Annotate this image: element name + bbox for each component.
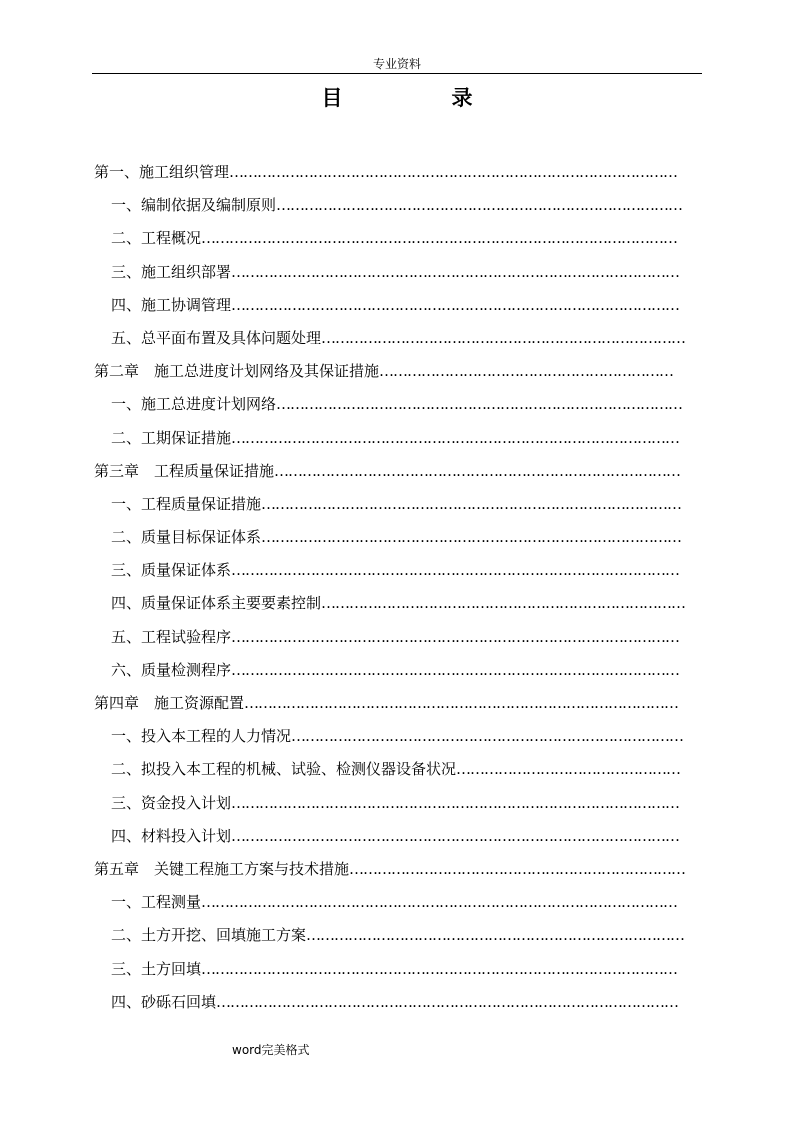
- toc-entry[interactable]: [94, 990, 694, 1023]
- toc-entry[interactable]: [94, 426, 694, 459]
- page-header: 专业资料: [372, 57, 421, 71]
- toc-entry[interactable]: [94, 160, 694, 193]
- toc-dot-leader: ……………………………………………………………………………………: [231, 428, 680, 447]
- toc-entry-label: 一、工程质量保证措施: [111, 494, 262, 513]
- toc-dot-leader: ………………………………………………………………………………: [261, 494, 682, 513]
- toc-dot-leader: …………………………………………………………………………………………: [201, 229, 678, 248]
- toc-entry[interactable]: [94, 359, 694, 392]
- toc-entry[interactable]: [94, 625, 694, 658]
- toc-title: 目 录: [321, 86, 517, 110]
- toc-dot-leader: ……………………………………………………………………………: [274, 461, 681, 480]
- toc-entry-label: 三、施工组织部署: [111, 262, 232, 281]
- toc-entry[interactable]: [94, 957, 694, 990]
- toc-entry-label: 四、质量保证体系主要要素控制: [111, 594, 322, 613]
- toc-dot-leader: ……………………………………………………………………………………: [231, 660, 680, 679]
- toc-entry[interactable]: [94, 691, 694, 724]
- page-footer: word完美格式: [232, 1043, 310, 1057]
- toc-dot-leader: ……………………………………………………………………: [321, 328, 686, 347]
- toc-entry[interactable]: [94, 724, 694, 757]
- toc-entry[interactable]: [94, 492, 694, 525]
- toc-entry-label: 一、投入本工程的人力情况: [111, 727, 292, 746]
- toc-entry-label: 第三章 工程质量保证措施: [94, 461, 275, 480]
- toc-dot-leader: ……………………………………………………………………………………: [229, 163, 678, 181]
- toc-dot-leader: …………………………………………………………………………………………: [201, 959, 678, 978]
- toc-entry-label: 第一、施工组织管理: [94, 163, 230, 181]
- toc-entry[interactable]: [94, 757, 694, 790]
- toc-dot-leader: ………………………………………………………………………………: [261, 528, 682, 547]
- toc-entry[interactable]: [94, 558, 694, 591]
- toc-dot-leader: ……………………………………………………………………………………: [231, 262, 680, 281]
- toc-entry-label: 一、编制依据及编制原则: [111, 196, 277, 215]
- toc-entry[interactable]: [94, 791, 694, 824]
- toc-entry[interactable]: [94, 857, 694, 890]
- toc-dot-leader: ………………………………………………………………: [349, 859, 686, 878]
- toc-entry-label: 四、材料投入计划: [111, 826, 232, 845]
- toc-entry[interactable]: [94, 392, 694, 425]
- toc-dot-leader: …………………………………………………………………………………: [244, 694, 679, 712]
- toc-dot-leader: ……………………………………………………………………………………: [231, 826, 680, 845]
- toc-dot-leader: ……………………………………………………………………………: [276, 395, 683, 414]
- toc-entry[interactable]: [94, 658, 694, 691]
- toc-entry-label: 二、工程概况: [111, 229, 202, 248]
- toc-entry-label: 第二章 施工总进度计划网络及其保证措施: [94, 362, 380, 381]
- toc-entry[interactable]: [94, 326, 694, 359]
- toc-entry-label: 一、工程测量: [111, 893, 202, 912]
- toc-entry-label: 三、资金投入计划: [111, 793, 232, 812]
- toc-entry-label: 二、质量目标保证体系: [111, 528, 262, 547]
- toc-entry[interactable]: [94, 923, 694, 956]
- toc-entry-label: 二、工期保证措施: [111, 428, 232, 447]
- toc-entry[interactable]: [94, 824, 694, 857]
- toc-entry[interactable]: [94, 293, 694, 326]
- header-rule: [92, 73, 702, 74]
- toc-entry[interactable]: [94, 459, 694, 492]
- toc-entry-label: 五、工程试验程序: [111, 627, 232, 646]
- toc-dot-leader: ………………………………………………………: [379, 362, 674, 381]
- toc-entry-label: 第四章 施工资源配置: [94, 694, 245, 712]
- toc-dot-leader: ……………………………………………………………………………………: [231, 295, 680, 314]
- toc-entry[interactable]: [94, 193, 694, 226]
- toc-entry-label: 四、砂砾石回填: [111, 992, 217, 1011]
- toc-entry[interactable]: [94, 226, 694, 259]
- toc-entry[interactable]: [94, 260, 694, 293]
- toc-entry-label: 六、质量检测程序: [111, 660, 232, 679]
- toc-entry-label: 五、总平面布置及具体问题处理: [111, 328, 322, 347]
- toc-dot-leader: ………………………………………………………………………………………: [216, 992, 679, 1011]
- toc-dot-leader: ……………………………………………………………………………………: [231, 627, 680, 646]
- toc-dot-leader: …………………………………………………………………………: [291, 727, 684, 746]
- toc-entry-label: 三、质量保证体系: [111, 561, 232, 580]
- toc-dot-leader: ……………………………………………………………………: [321, 594, 686, 613]
- toc-entry-label: 一、施工总进度计划网络: [111, 395, 277, 414]
- toc-entry-label: 三、土方回填: [111, 959, 202, 978]
- toc-entry-label: 第五章 关键工程施工方案与技术措施: [94, 859, 350, 878]
- toc-entry[interactable]: [94, 591, 694, 624]
- toc-list: [94, 160, 694, 1023]
- toc-dot-leader: ………………………………………………………………………: [306, 926, 685, 945]
- toc-entry[interactable]: [94, 525, 694, 558]
- toc-entry-label: 四、施工协调管理: [111, 295, 232, 314]
- toc-entry-label: 二、土方开挖、回填施工方案: [111, 926, 307, 945]
- toc-dot-leader: …………………………………………: [456, 760, 681, 779]
- toc-entry-label: 二、拟投入本工程的机械、试验、检测仪器设备状况: [111, 760, 457, 779]
- toc-dot-leader: …………………………………………………………………………………………: [201, 893, 678, 912]
- toc-dot-leader: ……………………………………………………………………………………: [231, 561, 680, 580]
- toc-dot-leader: ……………………………………………………………………………………: [231, 793, 680, 812]
- toc-entry[interactable]: [94, 890, 694, 923]
- toc-dot-leader: ……………………………………………………………………………: [276, 196, 683, 215]
